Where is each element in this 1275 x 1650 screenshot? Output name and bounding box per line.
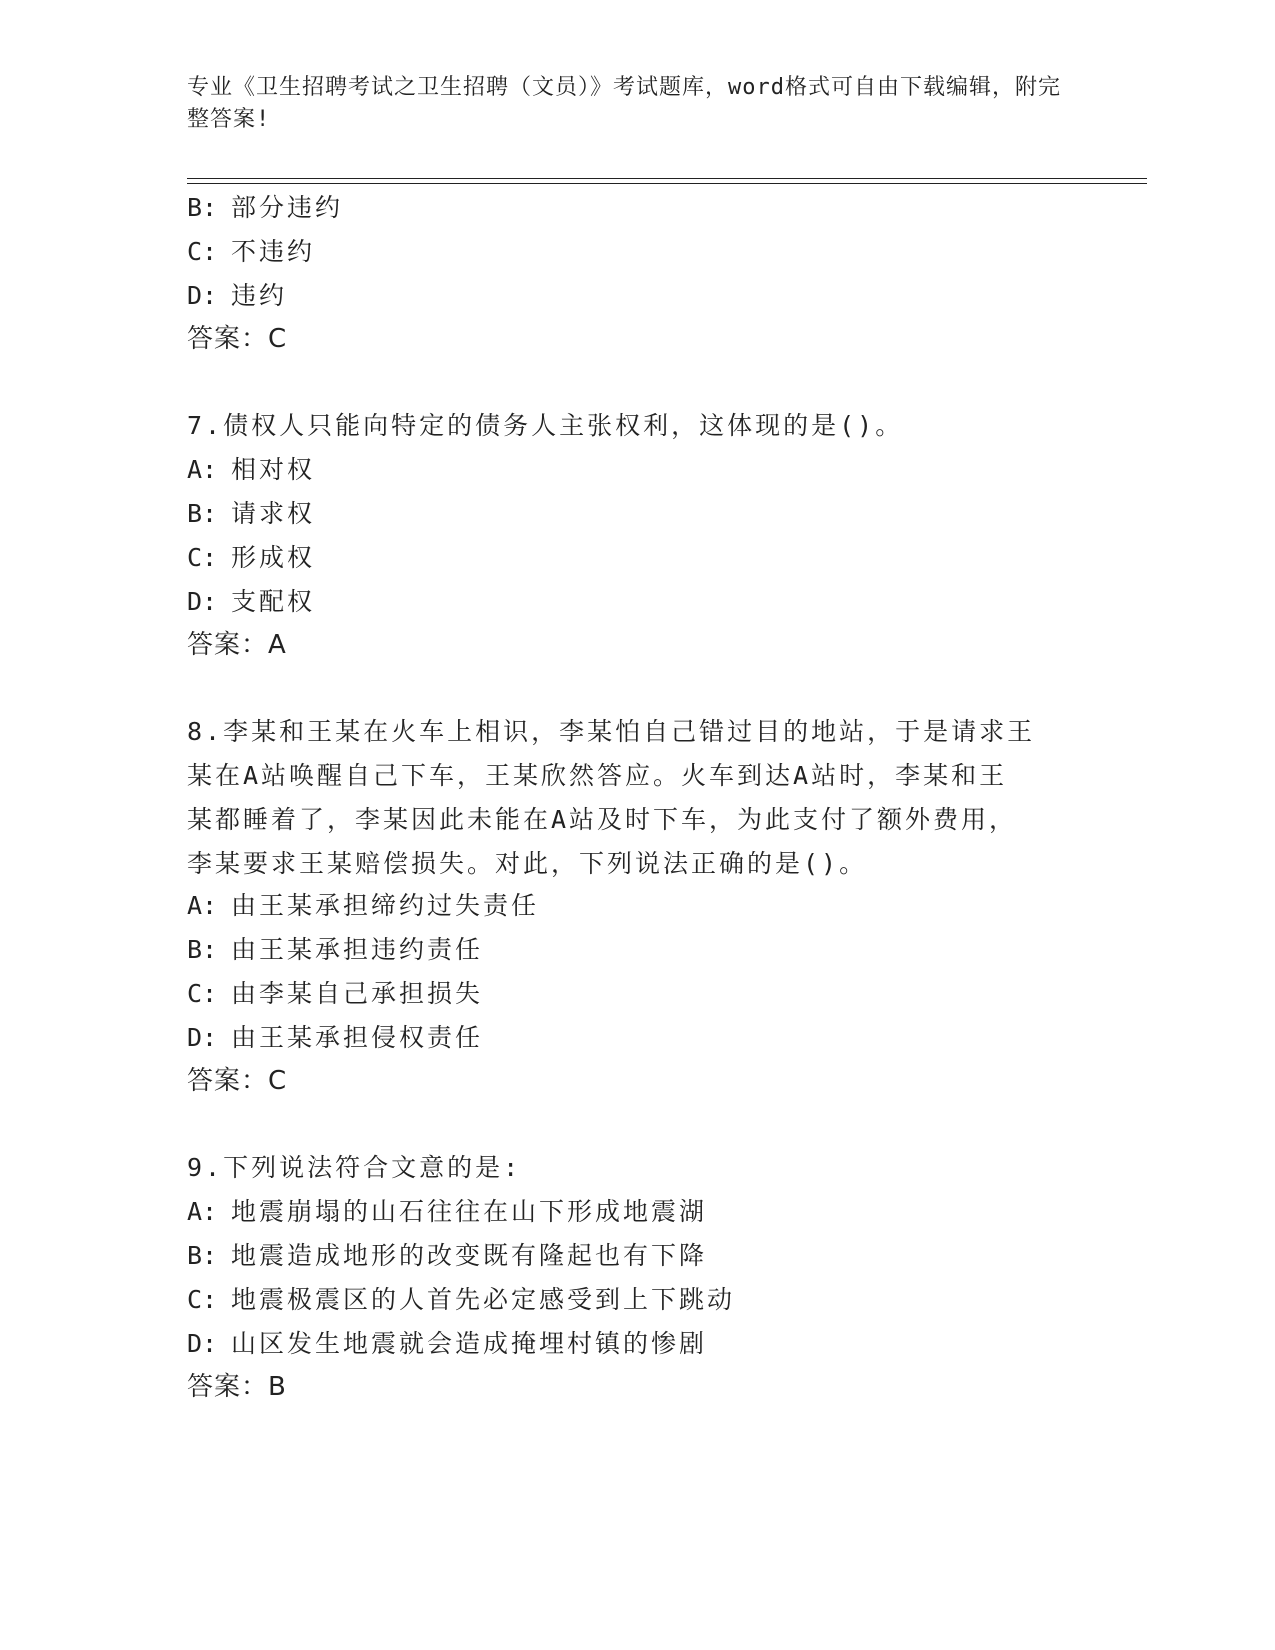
option-text: 由王某承担违约责任 (231, 935, 484, 964)
option-text: 地震崩塌的山石往往在山下形成地震湖 (231, 1197, 708, 1226)
option-text: 不违约 (231, 237, 316, 266)
option-text: 违约 (231, 281, 288, 310)
question-stem: 某都睡着了，李某因此未能在A站及时下车，为此支付了额外费用， (187, 805, 1018, 834)
option-letter: B: (187, 499, 218, 528)
header-text: 专业《卫生招聘考试之卫生招聘（文员）》考试题库，word格式可自由下载编辑，附完整答案! (187, 75, 1061, 132)
header-divider-bottom (187, 183, 1147, 184)
option-c (187, 538, 315, 574)
option-c (187, 1280, 735, 1316)
option-d (187, 276, 287, 312)
page-header (187, 72, 1067, 136)
option-letter: D: (187, 1329, 218, 1358)
option-letter: C: (187, 543, 218, 572)
option-b (187, 494, 315, 530)
question-stem: 7.债权人只能向特定的债务人主张权利，这体现的是()。 (187, 411, 904, 440)
option-letter: B: (187, 935, 218, 964)
option-letter: B: (187, 193, 218, 222)
answer-line: 答案：B (187, 1372, 287, 1402)
answer-line: 答案：A (187, 630, 287, 660)
option-a (187, 1192, 707, 1228)
option-b (187, 188, 343, 224)
option-letter: C: (187, 1285, 218, 1314)
option-letter: B: (187, 1241, 218, 1270)
option-text: 山区发生地震就会造成掩埋村镇的惨剧 (231, 1329, 708, 1358)
option-a (187, 450, 315, 486)
option-letter: D: (187, 1023, 218, 1052)
question-stem: 9.下列说法符合文意的是: (187, 1153, 522, 1182)
option-text: 由李某自己承担损失 (231, 979, 484, 1008)
question-stem: 李某要求王某赔偿损失。对此，下列说法正确的是()。 (187, 849, 868, 878)
option-d (187, 582, 315, 618)
option-text: 地震极震区的人首先必定感受到上下跳动 (231, 1285, 736, 1314)
option-text: 由王某承担侵权责任 (231, 1023, 484, 1052)
option-text: 请求权 (231, 499, 316, 528)
option-text: 相对权 (231, 455, 316, 484)
option-text: 由王某承担缔约过失责任 (231, 891, 540, 920)
option-d (187, 1018, 483, 1054)
option-letter: D: (187, 587, 218, 616)
option-b (187, 930, 483, 966)
answer-line: 答案：C (187, 324, 288, 354)
question-stem: 某在A站唤醒自己下车，王某欣然答应。火车到达A站时，李某和王 (187, 761, 1008, 790)
option-c (187, 974, 483, 1010)
option-text: 地震造成地形的改变既有隆起也有下降 (231, 1241, 708, 1270)
option-text: 形成权 (231, 543, 316, 572)
option-letter: C: (187, 237, 218, 266)
option-letter: A: (187, 455, 218, 484)
option-text: 支配权 (231, 587, 316, 616)
option-a (187, 886, 539, 922)
option-letter: A: (187, 891, 218, 920)
header-divider-top (187, 178, 1147, 179)
option-text: 部分违约 (231, 193, 344, 222)
option-d (187, 1324, 707, 1360)
option-letter: D: (187, 281, 218, 310)
answer-line: 答案：C (187, 1066, 288, 1096)
option-b (187, 1236, 707, 1272)
option-letter: A: (187, 1197, 218, 1226)
option-c (187, 232, 315, 268)
option-letter: C: (187, 979, 218, 1008)
question-stem: 8.李某和王某在火车上相识，李某怕自己错过目的地站，于是请求王 (187, 717, 1036, 746)
